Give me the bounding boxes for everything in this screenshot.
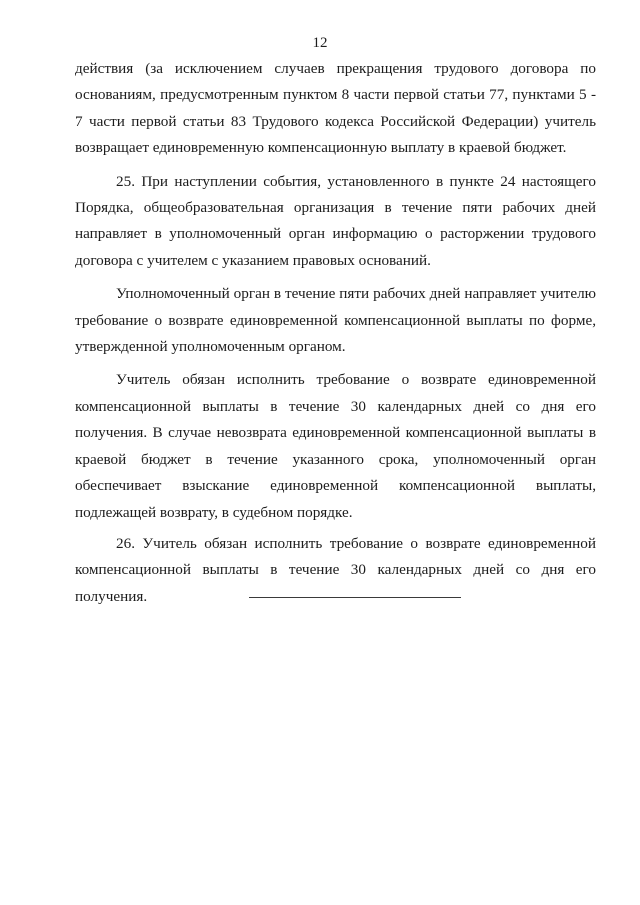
page-number: 12 — [312, 35, 328, 51]
paragraph-obligation: Учитель обязан исполнить требование о возврате единовременной компенсационной выплаты в течение 30 календарных дней со дня его получения. В случае невозврата единовременной компенсационной выплаты в краевой бюджет в течение указанного срока, уполномоченный орган обеспечивает взыскание единовременной компенсационной выплаты, подлежащей возврату, в судебном порядке. — [75, 371, 596, 521]
paragraph-item-26: 26. Учитель обязан исполнить требование о возврате единовременной компенсационной выплаты в течение 30 календарных дней со дня его получения. — [75, 534, 596, 605]
document-body — [75, 56, 596, 610]
paragraph-notice: Уполномоченный орган в течение пяти рабочих дней направляет учителю требование о возврате единовременной компенсационной выплаты по форме, утвержденной уполномоченным органом. — [75, 285, 596, 356]
paragraph-continuation: действия (за исключением случаев прекращения трудового договора по основаниям, предусмотренным пунктом 8 части первой статьи 77, пунктами 5 - 7 части первой статьи 83 Трудового кодекса Российской Федерации) учитель возвращает единовременную компенсационную выплату в краевой бюджет. — [75, 60, 596, 157]
end-separator-line — [249, 597, 461, 598]
paragraph-item-25: 25. При наступлении события, установленного в пункте 24 настоящего Порядка, общеобразовательная организация в течение пяти рабочих дней направляет в уполномоченный орган информацию о расторжении трудового договора с учителем с указанием правовых оснований. — [75, 172, 596, 269]
